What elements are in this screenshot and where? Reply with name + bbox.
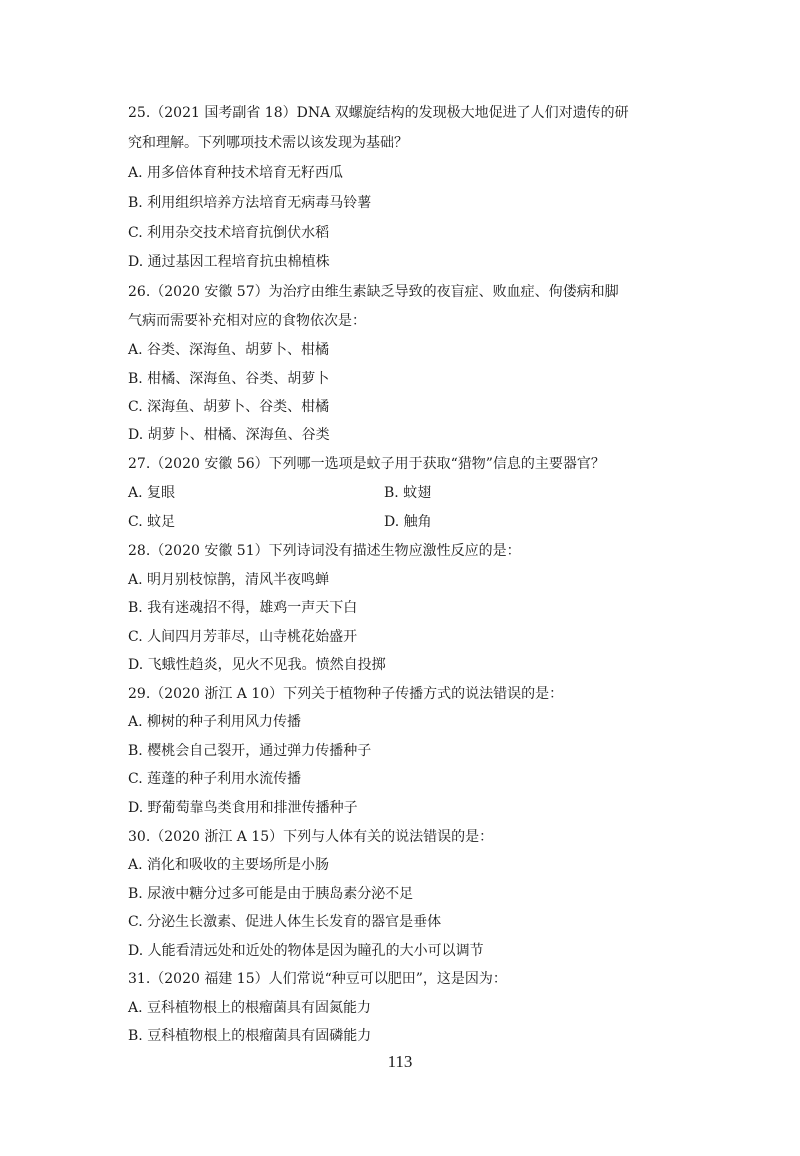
question-26-option-d: D. 胡萝卜、柑橘、深海鱼、谷类 (128, 427, 330, 443)
page-number: 113 (387, 1052, 413, 1071)
question-28-option-d: D. 飞蛾性趋炎，见火不见我。愤然自投掷 (128, 657, 386, 673)
question-27-stem: 27.（2020 安徽 56）下列哪一选项是蚊子用于获取“猎物”信息的主要器官？ (128, 456, 605, 472)
question-30-option-d: D. 人能看清远处和近处的物体是因为瞳孔的大小可以调节 (128, 943, 484, 959)
question-31-option-b: B. 豆科植物根上的根瘤菌具有固磷能力 (128, 1028, 372, 1044)
question-28-option-a: A. 明月别枝惊鹊，清风半夜鸣蝉 (128, 572, 330, 588)
question-29-option-c: C. 莲蓬的种子利用水流传播 (128, 771, 302, 787)
question-27-option-c: C. 蚊足 (128, 514, 176, 530)
question-30-option-a: A. 消化和吸收的主要场所是小肠 (128, 857, 330, 873)
question-25-option-d: D. 通过基因工程培育抗虫棉植株 (128, 254, 330, 270)
question-25-option-c: C. 利用杂交技术培育抗倒伏水稻 (128, 225, 330, 241)
question-25-stem-line-1: 25.（2021 国考副省 18）DNA 双螺旋结构的发现极大地促进了人们对遗传的研 (128, 105, 629, 121)
question-27-option-a: A. 复眼 (128, 485, 176, 501)
question-30-stem: 30.（2020 浙江 A 15）下列与人体有关的说法错误的是： (128, 829, 494, 845)
question-29-option-a: A. 柳树的种子利用风力传播 (128, 714, 302, 730)
question-29-option-b: B. 樱桃会自己裂开，通过弹力传播种子 (128, 743, 372, 759)
question-28-stem: 28.（2020 安徽 51）下列诗词没有描述生物应激性反应的是： (128, 543, 521, 559)
question-30-option-c: C. 分泌生长激素、促进人体生长发育的器官是垂体 (128, 914, 442, 930)
question-25-stem-line-2: 究和理解。下列哪项技术需以该发现为基础？ (128, 135, 408, 151)
question-31-stem: 31.（2020 福建 15）人们常说“种豆可以肥田”，这是因为： (128, 971, 507, 987)
question-29-option-d: D. 野葡萄靠鸟类食用和排泄传播种子 (128, 800, 358, 816)
question-30-option-b: B. 尿液中糖分过多可能是由于胰岛素分泌不足 (128, 886, 414, 902)
question-26-option-b: B. 柑橘、深海鱼、谷类、胡萝卜 (128, 371, 330, 387)
question-26-option-a: A. 谷类、深海鱼、胡萝卜、柑橘 (128, 342, 330, 358)
question-27-option-b: B. 蚊翅 (384, 485, 432, 501)
question-29-stem: 29.（2020 浙江 A 10）下列关于植物种子传播方式的说法错误的是： (128, 686, 564, 702)
question-25-option-b: B. 利用组织培养方法培育无病毒马铃薯 (128, 195, 372, 211)
question-28-option-c: C. 人间四月芳菲尽，山寺桃花始盛开 (128, 629, 358, 645)
question-25-option-a: A. 用多倍体育种技术培育无籽西瓜 (128, 165, 344, 181)
question-31-option-a: A. 豆科植物根上的根瘤菌具有固氮能力 (128, 1000, 372, 1016)
question-27-option-d: D. 触角 (384, 514, 432, 530)
question-26-stem-line-2: 气病而需要补充相对应的食物依次是： (128, 313, 366, 329)
question-26-stem-line-1: 26.（2020 安徽 57）为治疗由维生素缺乏导致的夜盲症、败血症、佝偻病和脚 (128, 284, 619, 300)
question-28-option-b: B. 我有迷魂招不得，雄鸡一声天下白 (128, 600, 358, 616)
question-26-option-c: C. 深海鱼、胡萝卜、谷类、柑橘 (128, 399, 330, 415)
